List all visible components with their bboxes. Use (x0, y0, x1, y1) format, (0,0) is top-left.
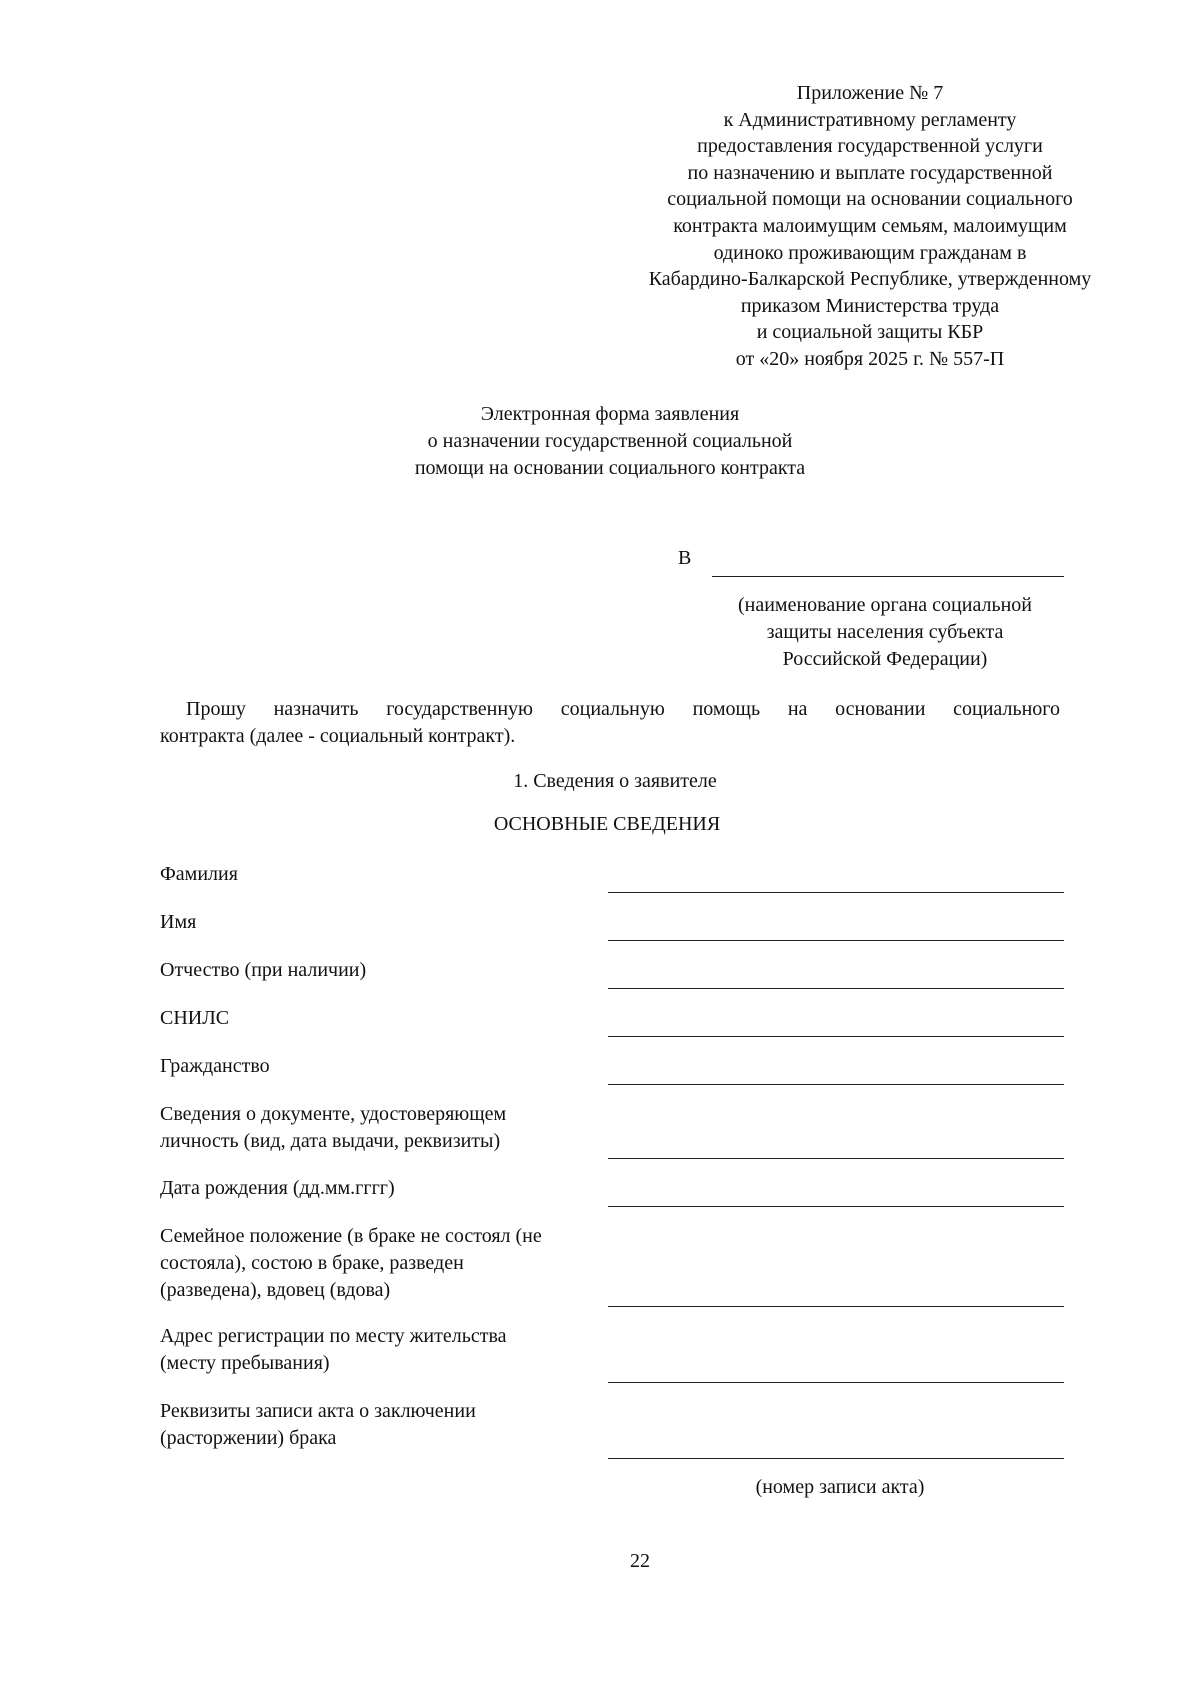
appendix-line: по назначению и выплате государственной (687, 161, 1053, 184)
appendix-header (590, 80, 1150, 373)
field-label-surname: Фамилия (160, 863, 238, 885)
field-label-line: Реквизиты записи акта о заключении (160, 1400, 476, 1422)
request-line-2: контракта (далее - социальный контракт). (160, 725, 516, 747)
form-title (350, 401, 870, 482)
request-paragraph (160, 696, 1060, 750)
addressee-hint-line: Российской Федерации) (782, 648, 988, 670)
request-line-1: Прошу назначить государственную социальную помощь на основании социального (186, 698, 1060, 720)
field-label-identity-doc (160, 1101, 600, 1155)
form-title-line: Электронная форма заявления (480, 403, 740, 425)
appendix-line: Кабардино-Балкарской Республике, утвержденному (648, 268, 1092, 291)
field-label-marital-status (160, 1223, 600, 1304)
field-label-line: Семейное положение (в браке не состоял (не (160, 1225, 542, 1247)
appendix-line: предоставления государственной услуги (697, 135, 1043, 158)
field-label-line: Адрес регистрации по месту жительства (160, 1325, 507, 1347)
form-title-line: о назначении государственной социальной (427, 430, 793, 452)
field-label-line: (расторжении) брака (160, 1427, 337, 1449)
addressee-hint-line: защиты населения субъекта (766, 621, 1004, 643)
addressee-hint-line: (наименование органа социальной (737, 594, 1033, 616)
surname-input-line[interactable] (608, 892, 1064, 893)
act-number-hint: (номер записи акта) (755, 1476, 925, 1498)
field-label-line: состояла), состою в браке, разведен (160, 1252, 464, 1274)
appendix-line: приказом Министерства труда (740, 294, 1000, 317)
birth-date-input-line[interactable] (608, 1206, 1064, 1207)
patronymic-input-line[interactable] (608, 988, 1064, 989)
appendix-line: социальной помощи на основании социального (667, 188, 1073, 211)
registration-address-input-line[interactable] (608, 1382, 1064, 1383)
field-label-snils: СНИЛС (160, 1007, 230, 1029)
section-subtitle: ОСНОВНЫЕ СВЕДЕНИЯ (493, 813, 721, 835)
section-title: 1. Сведения о заявителе (513, 770, 717, 792)
field-label-line: (месту пребывания) (160, 1352, 330, 1374)
field-label-citizenship: Гражданство (160, 1055, 270, 1077)
addressee-input-line[interactable] (712, 576, 1064, 577)
field-label-line: (разведена), вдовец (вдова) (160, 1279, 391, 1301)
addressee-prefix: В (678, 547, 692, 569)
appendix-line: одиноко проживающим гражданам в (713, 241, 1027, 264)
appendix-line: от «20» ноября 2025 г. № 557-П (735, 347, 1005, 370)
page-number: 22 (630, 1550, 650, 1572)
field-label-birth-date: Дата рождения (дд.мм.гггг) (160, 1177, 395, 1199)
appendix-line: Приложение № 7 (796, 82, 944, 104)
field-label-patronymic: Отчество (при наличии) (160, 959, 367, 981)
form-title-line: помощи на основании социального контракта (414, 457, 806, 479)
marriage-act-input-line[interactable] (608, 1458, 1064, 1459)
identity-doc-input-line[interactable] (608, 1158, 1064, 1159)
addressee-hint (705, 592, 1065, 673)
marital-status-input-line[interactable] (608, 1306, 1064, 1307)
citizenship-input-line[interactable] (608, 1084, 1064, 1085)
field-label-marriage-act (160, 1398, 600, 1452)
field-label-registration-address (160, 1323, 600, 1377)
field-label-line: личность (вид, дата выдачи, реквизиты) (160, 1130, 501, 1152)
appendix-line: и социальной защиты КБР (756, 321, 984, 344)
snils-input-line[interactable] (608, 1036, 1064, 1037)
appendix-line: к Административному регламенту (723, 108, 1017, 131)
name-input-line[interactable] (608, 940, 1064, 941)
field-label-name: Имя (160, 911, 197, 933)
field-label-line: Сведения о документе, удостоверяющем (160, 1103, 507, 1125)
appendix-line: контракта малоимущим семьям, малоимущим (673, 214, 1067, 237)
